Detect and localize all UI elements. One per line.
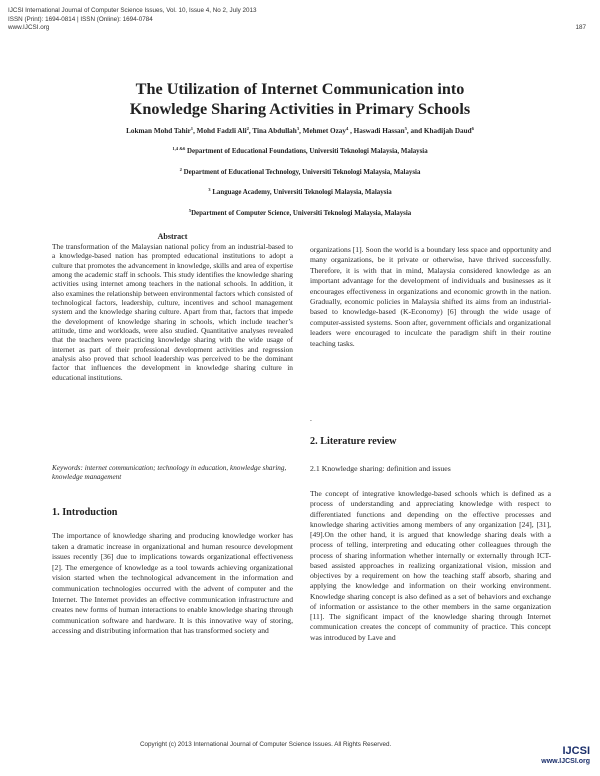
affiliation-sup: 1,4 &6 — [172, 146, 186, 151]
author-name: Haswadi Hassan — [353, 127, 405, 135]
copyright-footer: Copyright (c) 2013 International Journal of Computer Science Issues. All Rights Reserved. — [140, 741, 392, 748]
author-name: Mehmet Ozay — [302, 127, 346, 135]
ijcsi-logo — [541, 746, 590, 766]
affiliation-sup: 2 — [179, 167, 182, 172]
author-sup: 1 — [190, 126, 194, 131]
journal-header — [8, 7, 592, 33]
author-sup: 3 — [296, 126, 300, 131]
author-separator: , — [193, 127, 197, 135]
abstract-heading: Abstract — [157, 232, 188, 241]
keywords-label: Keywords: — [52, 464, 83, 472]
author-separator: , — [299, 127, 303, 135]
logo-text: IJCSI — [562, 745, 590, 757]
abstract-text: The transformation of the Malaysian national policy from an industrial-based to a knowledge-based nation has prompted educational institutions to adopt a culture that promotes the advancement in knowledge, skills and area of expertise among the academic staff in schools. This study identifies the knowledge sharing activities using internet among teachers in the national schools. In addition, it also examines the relationship between environmental factors which consisted of technological factors, leadership, culture, incentives and school management system and the knowledge sharing culture. Apart from that, factors that impede the development of knowledge sharing in schools, which include teacher’s attitude, time and workloads, were also studied. Quantitative analyses revealed that the teachers were practicing knowledge sharing with the wide usage of internet as part of their professional development activities and regression analysis also proved that school leadership was perceived to be the dominant factor that influences the development in knowledge sharing culture in educational institutions. — [52, 242, 293, 382]
author-separator: , — [406, 127, 411, 135]
abstract-body — [52, 242, 293, 382]
author-name: and Khadijah Daud — [410, 127, 472, 135]
introduction-body — [52, 531, 293, 637]
stray-dot: . — [310, 414, 312, 423]
affiliation-sup: 5 — [188, 208, 192, 213]
affiliation-3 — [20, 187, 580, 196]
author-name: Lokman Mohd Tahir — [126, 127, 191, 135]
header-line-1: IJCSI International Journal of Computer Science Issues, Vol. 10, Issue 4, No 2, July 2013 — [8, 7, 257, 14]
logo-url-text: www.IJCSI.org — [541, 758, 590, 765]
author-separator: , — [248, 127, 253, 135]
author-sup: 4 — [345, 126, 349, 131]
affiliation-sup: 3 — [208, 187, 211, 192]
author-sup: 5 — [404, 126, 407, 131]
subsection-2-1-body — [310, 489, 551, 643]
affiliation-text: Department of Educational Foundations, Universiti Teknologi Malaysia, Malaysia — [185, 148, 428, 155]
keywords-text: internet communication; technology in education, knowledge sharing, knowledge management — [52, 464, 287, 482]
continuation-text: organizations [1]. Soon the world is a boundary less space and opportunity and many organizations, be it private or otherwise, have thrived successfully. Therefore, it is with that in mind, Malaysia considered knowledge as an important advantage for the development of individuals and businesses as it encourages effectiveness in organizations and economic growth in the nation. Gradually, economic policies in Malaysia shifted its aims from an industrial-based to knowledge-based (K-Economy) [6] through the wide usage of computer-assisted systems. Soon after, government officials and organizational leaders were encouraged to inculcate the paradigm shift in their routine teaching tasks. — [310, 245, 551, 348]
affiliation-2 — [20, 167, 580, 176]
keywords — [52, 464, 293, 483]
page-number: 187 — [575, 24, 586, 31]
affiliation-4 — [20, 208, 580, 217]
subsection-text: The concept of integrative knowledge-based schools which is defined as a process of understanding and appreciating knowledge with respect to differentiated functions and depending on the effective processes and knowledge sharing activities among members of any organization [24], [31], [49].On the other hand, it is argued that knowledge sharing deals with a process of telling, interpreting and educating other colleagues through the process of sharing information whether internally or externally through ICT-based assisted approaches in realizing organizational vision, mission and objectives by a requirement on how the teaching staff absorb, sharing and applying the knowledge and information on their working environment. Knowledge sharing concept is also defined as a set of behaviors and exchange of information or assistance to the other members in the same organization [11]. The significant impact of the knowledge sharing through Internet communication creates the concept of community of practice. This concept was introduced by Lave and — [310, 489, 551, 642]
author-name: Mohd Fadzli Ali — [196, 127, 247, 135]
affiliation-text: Department of Educational Technology, Universiti Teknologi Malaysia, Malaysia — [181, 169, 421, 176]
author-sup: 6 — [471, 126, 474, 131]
introduction-text: The importance of knowledge sharing and producing knowledge worker has taken a dramatic increase in organizational and human resource development issues recently [36] due to implications towards organizational effectiveness [2]. The emergence of knowledge as a tool towards achieving organizational vision started when the technological advancement in the information and communication technologies occurred with the advent of computer and the Internet. The Internet provides an effective communication infrastructure and creates new forms of human interactions to enable knowledge sharing through communication software and hardware. It is this innovative way of storing, accessing and distributing information that has transformed society and — [52, 531, 293, 636]
affiliation-text: Department of Computer Science, Universiti Teknologi Malaysia, Malaysia — [191, 210, 412, 217]
header-line-3: www.IJCSI.org — [8, 24, 50, 32]
subsection-2-1-heading: 2.1 Knowledge sharing: definition and issues — [310, 464, 451, 473]
affiliation-text: Language Academy, Universiti Teknologi Malaysia, Malaysia — [210, 189, 392, 196]
paper-title — [20, 80, 580, 119]
section-2-heading: 2. Literature review — [310, 436, 397, 447]
author-separator: , — [348, 127, 354, 135]
right-column-continuation — [310, 245, 551, 349]
title-line-2: Knowledge Sharing Activities in Primary Schools — [129, 99, 471, 118]
title-line-1: The Utilization of Internet Communication into — [135, 80, 465, 98]
author-sup: 2 — [246, 126, 249, 131]
author-name: Tina Abdullah — [252, 127, 297, 135]
header-line-2: ISSN (Print): 1694-0814 | ISSN (Online): 1694-0784 — [8, 15, 153, 23]
section-1-heading: 1. Introduction — [52, 507, 118, 518]
author-list — [20, 126, 580, 135]
affiliation-1 — [20, 146, 580, 155]
